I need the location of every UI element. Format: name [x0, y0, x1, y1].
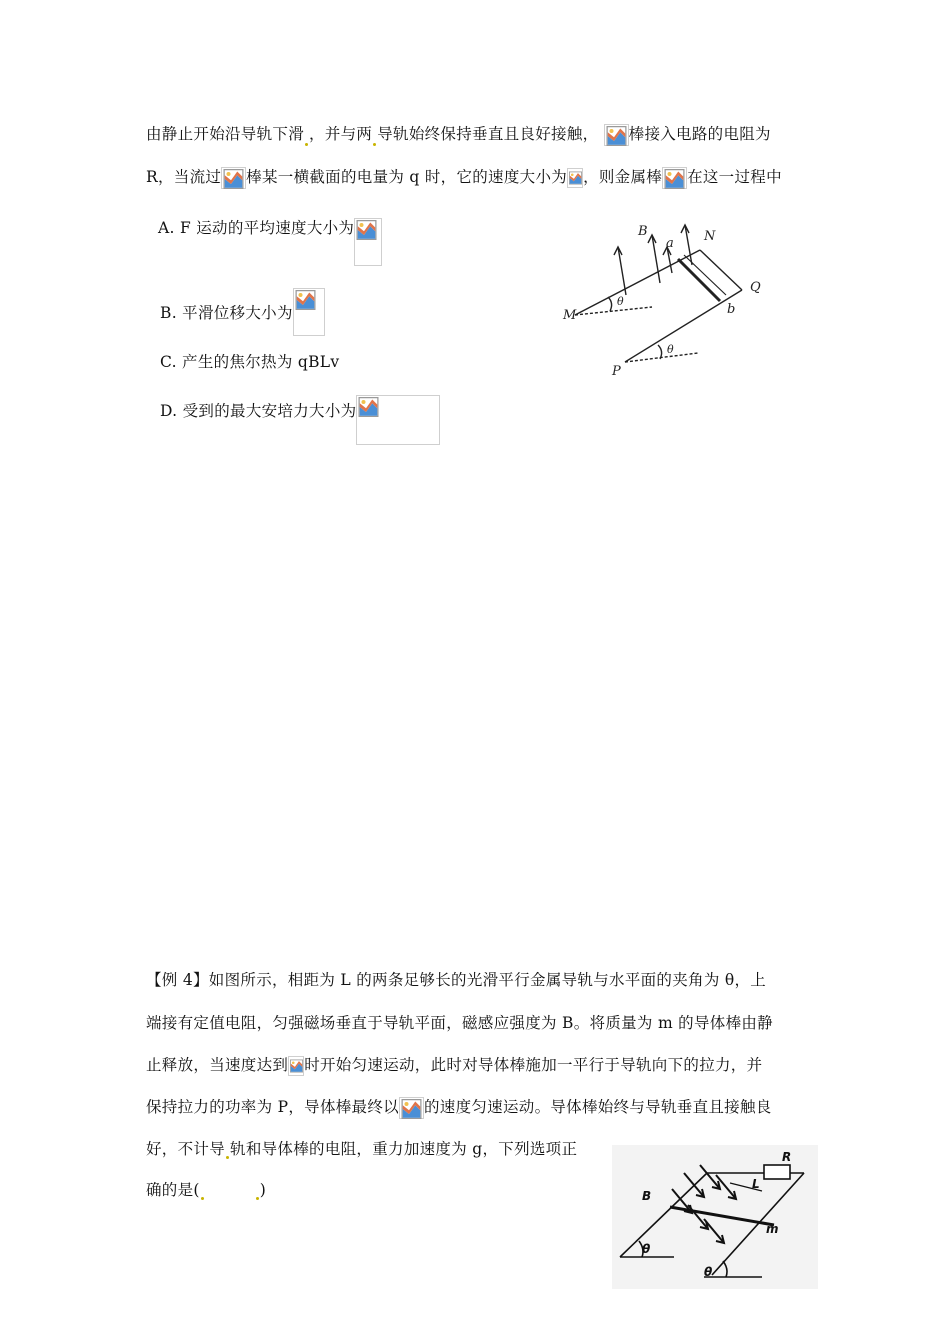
- option-c: [160, 352, 339, 372]
- upper-rail: [575, 250, 700, 315]
- option-d: [160, 401, 440, 445]
- inclined-rails-resistor-figure: [612, 1145, 818, 1289]
- text: ): [259, 1181, 267, 1199]
- metal-rod: [678, 259, 720, 301]
- formula-image-icon: [662, 167, 687, 189]
- option-c-text: C. 产生的焦尔热为 qBLv: [160, 353, 340, 371]
- option-a-text: A. F 运动的平均速度大小为: [158, 219, 355, 237]
- label-Q: Q: [750, 280, 761, 295]
- label-B: B: [638, 224, 648, 239]
- metal-rod-edge: [684, 255, 726, 295]
- label-theta: θ: [617, 295, 624, 308]
- text: 的速度匀速运动。导体棒始终与导轨垂直且接触良: [423, 1098, 772, 1116]
- text: R，当流过: [146, 168, 222, 186]
- label-theta: θ: [704, 1265, 713, 1279]
- marker-icon: [226, 1156, 229, 1159]
- formula-image-icon: [567, 168, 583, 188]
- option-b-text: B. 平滑位移大小为: [160, 304, 293, 322]
- text: 导轨始终保持垂直且良好接触，: [377, 125, 599, 143]
- example4-line6: [146, 1180, 266, 1200]
- text: ，则金属棒: [583, 168, 663, 186]
- marker-icon: [256, 1197, 259, 1200]
- angle-arc: [658, 345, 662, 359]
- text: 在这一过程中: [687, 168, 782, 186]
- label-N: N: [704, 229, 716, 244]
- label-P: P: [612, 364, 621, 379]
- example4-line1: [146, 970, 766, 990]
- example4-line3: [146, 1055, 762, 1076]
- marker-icon: [305, 143, 308, 146]
- angle-arc: [608, 297, 612, 311]
- text: 好，不计导: [146, 1140, 226, 1158]
- text: 保持拉力的功率为 P，导体棒最终以: [146, 1098, 399, 1116]
- label-B: B: [642, 1189, 652, 1203]
- text: 【例 4】如图所示，相距为 L 的两条足够长的光滑平行金属导轨与水平面的夹角为 θ，上: [146, 971, 767, 989]
- text: 时开始匀速运动，此时对导体棒施加一平行于导轨向下的拉力，并: [304, 1056, 763, 1074]
- formula-image-icon: [221, 167, 246, 189]
- label-a: a: [666, 236, 674, 251]
- text: 轨和导体棒的电阻，重力加速度为 g，下列选项正: [230, 1140, 578, 1158]
- problem3-line1: [146, 124, 771, 146]
- formula-image-icon: [356, 395, 440, 445]
- formula-image-icon: [399, 1097, 424, 1119]
- text: 棒接入电路的电阻为: [628, 125, 771, 143]
- formula-image-icon: [293, 288, 325, 336]
- label-m: m: [766, 1222, 779, 1236]
- marker-icon: [201, 1197, 204, 1200]
- end-connector: [700, 250, 742, 290]
- marker-icon: [373, 143, 376, 146]
- example4-line5: [146, 1139, 577, 1159]
- option-d-text: D. 受到的最大安培力大小为: [160, 402, 357, 420]
- lower-rail: [625, 290, 742, 362]
- option-b: [160, 303, 325, 336]
- text: 止释放，当速度达到: [146, 1056, 289, 1074]
- label-theta: θ: [667, 343, 674, 356]
- label-L: L: [752, 1177, 760, 1191]
- text: 棒某一横截面的电量为 q 时，它的速度大小为: [246, 168, 568, 186]
- horizontal-ref-m: [575, 307, 652, 315]
- example4-line2: [146, 1013, 773, 1033]
- text: 确的是(: [146, 1181, 200, 1199]
- text: 端接有定值电阻，匀强磁场垂直于导轨平面，磁感应强度为 B。将质量为 m 的导体棒由静: [146, 1014, 773, 1032]
- label-b: b: [727, 302, 736, 317]
- resistor: [764, 1165, 790, 1179]
- problem3-line2: [146, 167, 782, 189]
- option-a: [158, 218, 382, 266]
- text: 由静止开始沿导轨下滑: [146, 125, 305, 143]
- label-R: R: [782, 1150, 792, 1164]
- formula-image-icon: [354, 218, 382, 266]
- text: ，并与两: [309, 125, 373, 143]
- incline-rails-figure: [560, 215, 790, 380]
- label-M: M: [563, 308, 577, 323]
- formula-image-icon: [604, 124, 629, 146]
- example4-line4: [146, 1097, 772, 1119]
- formula-image-icon: [288, 1056, 304, 1076]
- label-theta: θ: [642, 1242, 651, 1256]
